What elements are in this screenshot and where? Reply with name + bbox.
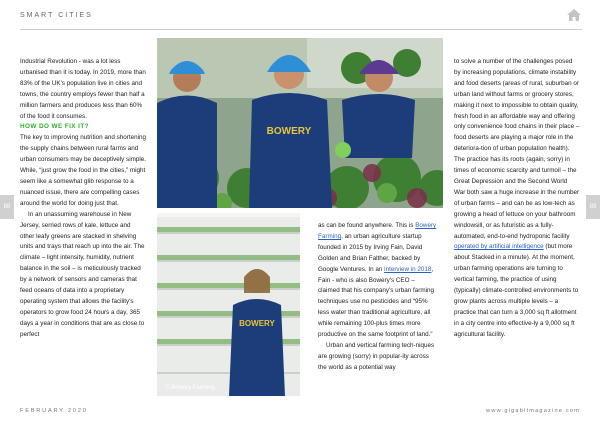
text-run: (but more about Stacked in a minute). At the moment, urban farming operations are turning to vertical farming, the practice of using (typically) climate-controlled environments to grow plants across multiple levels – a practice that can turn a 3,000 sq ft allotment in a city centre into effective-ly a 9,000 sq ft agricultural facility. [454,243,579,338]
footer-date: FEBRUARY 2020 [20,408,88,414]
paragraph [318,221,438,341]
paragraph: Industrial Revolution - was a lot less urbanised than it is today. In 2019, more than 83% of the UK's population live in cities and towns, the country employs fewer than half a million farmers and produces less than 60% of the food it consumes. [20,58,146,120]
bowery-farming-link[interactable]: Bowery Farming [318,222,437,240]
page-number-left: 88 [0,195,14,219]
subheading: HOW DO WE FIX IT? [20,123,89,131]
shirt-logo: BOWERY [239,319,275,328]
header-divider [20,29,582,30]
paragraph: In an unassuming warehouse in New Jersey, serried rows of kale, lettuce and other leafy greens are stacked in shelving units and trays that reach up into the air. The climate – light intensity, humidity, nutrient balance in the soil – is meticulously tracked by a network of sensors and cameras that feed oceans of data into a proprietary operating system that allows the facility's operators to grow food 24 hours a day, 365 days a year in conditions that are as close to perfect [20,210,145,338]
vertical-farm-photo [157,213,300,396]
paragraph: The key to improving nutrition and shortening the supply chains between rural farms and urban consumers may be deceptively simple. While, “just grow the food in the cities,” might seem like a somewhat glib response to a nuanced issue, there are compelling cases around the world for doing just that. [20,134,147,207]
article-column-middle [318,221,438,374]
paragraph: Urban and vertical farming tech-niques are growing (sorry) in popular-ity across the world as a potential way [318,341,435,371]
photo-credit: © Bowery Farming [165,385,215,391]
paragraph [454,57,580,341]
shirt-logo: BOWERY [266,126,312,137]
article-column-right [454,57,580,341]
article-column-left [20,57,146,341]
artificial-intelligence-link[interactable]: operated by artificial intelligence [454,243,544,251]
home-icon[interactable] [566,8,582,22]
text-run: , an urban agriculture startup founded in 2015 by Irving Fain, David Golden and Brian Falther, backed by Google Ventures. In an [318,232,423,273]
text-run: , Fain - who is also Bowery's CEO – claimed that his company's urban farming techniques use no pesticides and “95% less water than traditional agriculture, all while remaining 100-plus times more productive on the same footprint of land.” [318,265,435,339]
page-number-right: 89 [586,195,600,219]
text-run: as can be found anywhere. This is [318,222,416,229]
footer-website[interactable]: www.gigabitmagazine.com [486,408,580,414]
farmers-photo [157,38,443,208]
section-title: SMART CITIES [20,12,93,19]
text-run: to solve a number of the challenges posed by increasing populations, climate instability and food deserts (areas of rural, suburban or urban land without farms or grocery stores, making it next to impossible to obtain quality, fresh food in an affordable way and offering only convenience food chains in their place – food deserts are playing a major role in the deteriora-tion of urban population health). The practice has its roots (again, sorry) in times of economic scarcity and turmoil – the Great Depression and the Second World War both saw a huge increase in the number of urban farms – and can be as low-tech as growing a head of lettuce on your bathroom windowsill, or as futuristic as a fully-automated, end-to-end hydroponic facility [454,58,580,240]
interview-link[interactable]: interview in 2018 [384,265,432,273]
